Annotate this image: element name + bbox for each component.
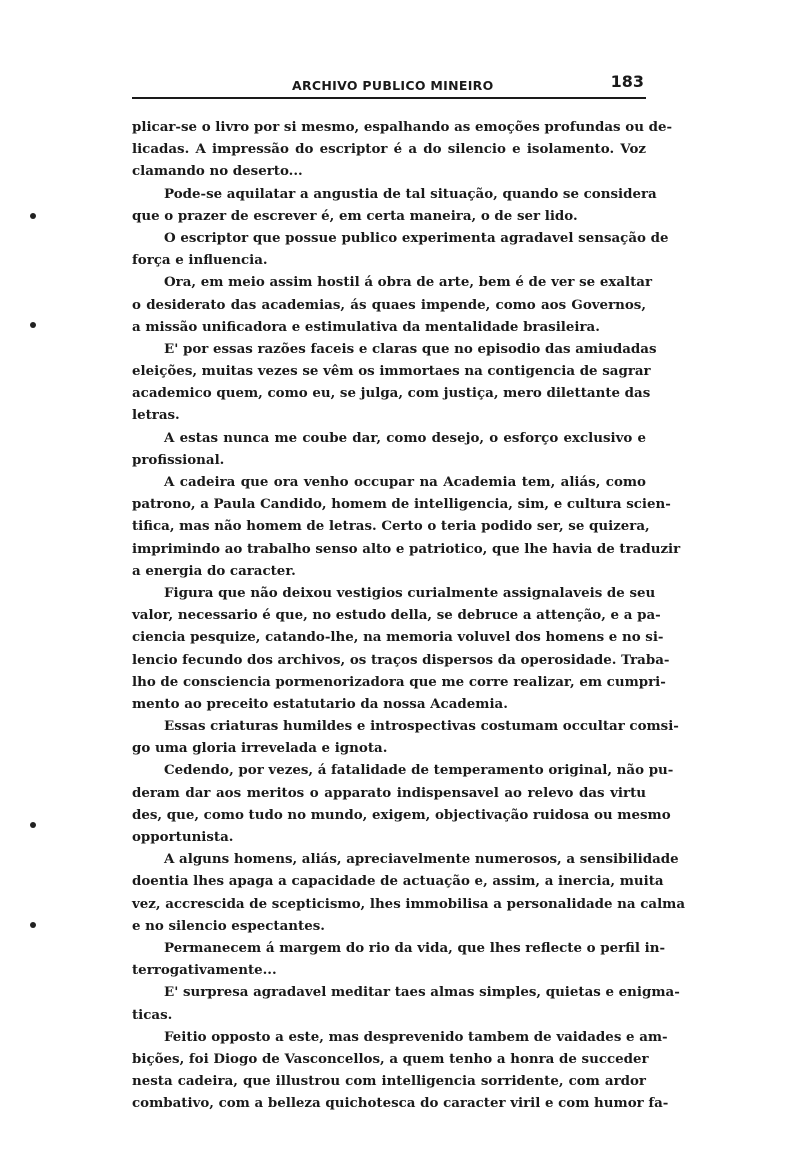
text-line: O escriptor que possue publico experimenta agradavel sensação de [164,229,669,246]
text-line: Essas criaturas humildes e introspectivas costumam occultar comsi- [164,718,679,735]
text-line: Pode-se aquilatar a angustia de tal situação, quando se considera [164,185,657,202]
text-line: e no silencio espectantes. [132,917,325,934]
text-line: E' por essas razões faceis e claras que no episodio das amiudadas [164,340,657,357]
text-line: terrogativamente... [132,962,277,979]
text-line: letras. [132,407,180,424]
text-line: nesta cadeira, que illustrou com intelligencia sorridente, com ardor [132,1073,646,1090]
text-line: Figura que não deixou vestigios curialmente assignalaveis de seu [164,584,656,601]
text-line: A alguns homens, aliás, apreciavelmente numerosos, a sensibilidade [164,851,679,868]
text-line: vez, accrescida de scepticismo, lhes immobilisa a personalidade na calma [132,895,686,912]
text-line: valor, necessario é que, no estudo della, se debruce a attenção, e a pa- [132,607,661,624]
text-line: licadas. A impressão do escriptor é a do silencio e isolamento. Voz [132,141,646,158]
text-line: combativo, com a belleza quichotesca do caracter viril e com humor fa- [132,1095,669,1112]
text-line: profissional. [132,451,225,468]
text-line: que o prazer de escrever é, em certa maneira, o de ser lido. [132,207,578,224]
text-line: lho de consciencia pormenorizadora que me corre realizar, em cumpri- [132,673,666,690]
margin-speck [30,213,36,219]
running-head: ARCHIVO PUBLICO MINEIRO [292,78,494,93]
text-line: deram dar aos meritos o apparato indispensavel ao relevo das virtu [132,784,646,801]
text-line: plicar-se o livro por si mesmo, espalhando as emoções profundas ou de- [132,119,673,135]
text-line: ticas. [132,1006,173,1023]
text-line: bições, foi Diogo de Vasconcellos, a quem tenho a honra de succeder [132,1050,649,1067]
text-line: clamando no deserto... [132,163,303,180]
text-line: tifica, mas não homem de letras. Certo o teria podido ser, se quizera, [132,518,650,535]
page-header [132,74,646,98]
text-line: a energia do caracter. [132,562,296,579]
text-line: Permanecem á margem do rio da vida, que lhes reflecte o perfil in- [164,939,666,956]
text-line: patrono, a Paula Candido, homem de intelligencia, sim, e cultura scien- [132,496,671,513]
text-line: des, que, como tudo no mundo, exigem, objectivação ruidosa ou mesmo [132,806,671,823]
body-text [132,116,686,1114]
header-rule [132,97,646,99]
text-line: mento ao preceito estatutario da nossa Academia. [132,695,508,712]
text-line: Feitio opposto a este, mas desprevenido tambem de vaidades e am- [164,1028,668,1045]
margin-speck [30,322,36,328]
text-line: ciencia pesquize, catando-lhe, na memoria voluvel dos homens e no si- [132,629,664,646]
text-line: A estas nunca me coube dar, como desejo, o esforço exclusivo e [164,429,646,446]
text-line: doentia lhes apaga a capacidade de actuação e, assim, a inercia, muita [132,873,664,890]
text-line: Cedendo, por vezes, á fatalidade de temperamento original, não pu- [164,762,674,779]
text-line: imprimindo ao trabalho senso alto e patriotico, que lhe havia de traduzir [132,540,681,557]
margin-speck [30,822,36,828]
text-line: o desiderato das academias, ás quaes impende, como aos Governos, [132,296,646,313]
page-number: 183 [610,72,644,91]
text-line: academico quem, como eu, se julga, com justiça, mero dilettante das [132,385,651,402]
text-line: opportunista. [132,829,234,845]
text-line: lencio fecundo dos archivos, os traços dispersos da operosidade. Traba- [132,651,670,668]
text-line: a missão unificadora e estimulativa da mentalidade brasileira. [132,318,600,335]
text-line: força e influencia. [132,252,268,269]
margin-speck [30,922,36,928]
text-line: E' surpresa agradavel meditar taes almas simples, quietas e enigma- [164,984,680,1001]
text-line: eleições, muitas vezes se vêm os immortaes na contigencia de sagrar [132,363,651,380]
text-line: Ora, em meio assim hostil á obra de arte, bem é de ver se exaltar [164,274,653,291]
text-line: A cadeira que ora venho occupar na Academia tem, aliás, como [164,474,646,490]
text-line: go uma gloria irrevelada e ignota. [132,740,388,757]
